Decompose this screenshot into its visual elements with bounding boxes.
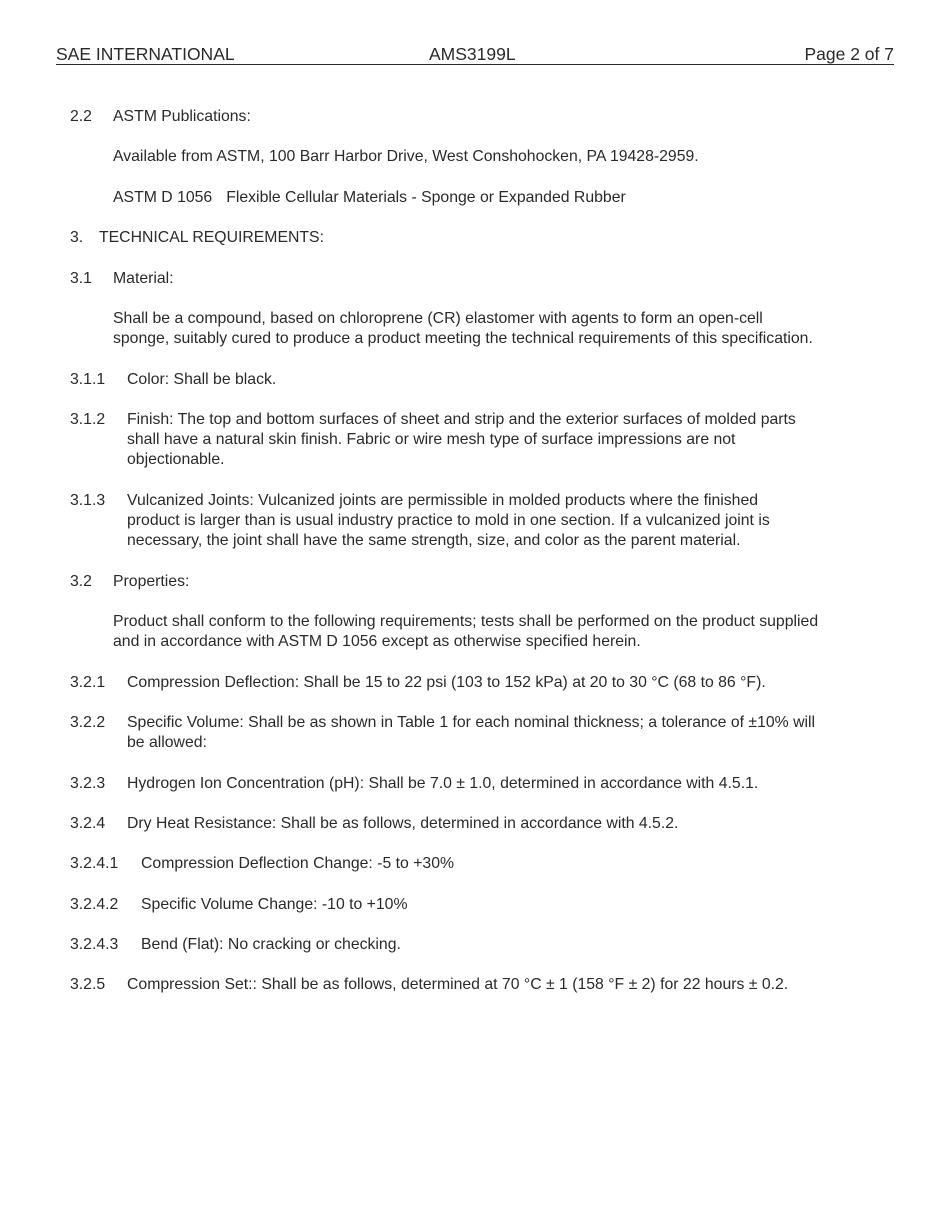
section-number: 3.1.1 — [70, 370, 106, 388]
reference-code: ASTM D 1056 — [113, 188, 213, 206]
header-doc-id: AMS3199L — [429, 44, 516, 64]
section-number: 2.2 — [70, 108, 92, 125]
section-3-1-body — [70, 309, 880, 349]
section-title: Properties: — [113, 572, 190, 590]
paragraph-text: Bend (Flat): No cracking or checking. — [141, 936, 401, 954]
paragraph-text: Dry Heat Resistance: Shall be as follows, determined in accordance with 4.5.2. — [127, 814, 679, 832]
section-title: Material: — [113, 269, 174, 287]
paragraph-text: Specific Volume Change: -10 to +10% — [141, 895, 408, 913]
paragraph-line: product is larger than is usual industry practice to mold in one section. If a vulcanized joint is — [127, 511, 770, 529]
paragraph-line: objectionable. — [127, 451, 225, 469]
section-number: 3.2.3 — [70, 774, 106, 792]
paragraph-line: Product shall conform to the following requirements; tests shall be performed on the product supplied — [113, 612, 819, 630]
paragraph-line: sponge, suitably cured to produce a product meeting the technical requirements of this specification. — [113, 330, 813, 348]
paragraph-line: Finish: The top and bottom surfaces of sheet and strip and the exterior surfaces of molded parts — [127, 410, 796, 428]
paragraph-line: Vulcanized Joints: Vulcanized joints are permissible in molded products where the finished — [127, 491, 759, 509]
section-3-1-3 — [70, 491, 880, 552]
section-3-2-1 — [70, 673, 880, 693]
paragraph-text: Color: Shall be black. — [127, 370, 277, 388]
section-3-1-1 — [70, 370, 880, 390]
section-3-1-heading — [70, 269, 880, 289]
paragraph-line: be allowed: — [127, 734, 207, 752]
paragraph-text: Compression Set:: Shall be as follows, determined at 70 °C ± 1 (158 °F ± 2) for 22 hours ± 0.2. — [127, 976, 789, 994]
section-number: 3. — [70, 229, 84, 247]
section-number: 3.1 — [70, 269, 92, 287]
section-title: TECHNICAL REQUIREMENTS: — [99, 229, 324, 247]
section-title: ASTM Publications: — [113, 108, 251, 125]
section-3-2-4-2 — [70, 895, 880, 915]
section-number: 3.2.4 — [70, 814, 106, 832]
section-3-2-2 — [70, 713, 880, 753]
paragraph-text: Compression Deflection Change: -5 to +30% — [141, 855, 455, 873]
section-number: 3.2.4.2 — [70, 895, 119, 913]
paragraph-text: Hydrogen Ion Concentration (pH): Shall be 7.0 ± 1.0, determined in accordance with 4.5.1. — [127, 774, 759, 792]
section-3-2-4-1 — [70, 854, 880, 874]
document-body — [70, 107, 880, 1016]
section-number: 3.2.4.3 — [70, 936, 119, 954]
section-3-2-4-3 — [70, 935, 880, 955]
section-3-2-5 — [70, 975, 880, 995]
astm-availability — [70, 147, 880, 167]
paragraph-line: Specific Volume: Shall be as shown in Table 1 for each nominal thickness; a tolerance of ±10% will — [127, 713, 816, 731]
section-number: 3.2.4.1 — [70, 855, 119, 873]
paragraph-line: necessary, the joint shall have the same strength, size, and color as the parent material. — [127, 532, 741, 550]
reference-title: Flexible Cellular Materials - Sponge or Expanded Rubber — [226, 188, 626, 206]
astm-reference — [70, 188, 880, 208]
header-org: SAE INTERNATIONAL — [56, 44, 235, 64]
page-header — [56, 44, 894, 65]
section-3-2-3 — [70, 774, 880, 794]
header-page-number: Page 2 of 7 — [804, 44, 894, 64]
section-number: 3.1.2 — [70, 410, 106, 428]
section-number: 3.2.5 — [70, 976, 106, 994]
section-2-2-heading — [70, 107, 880, 127]
paragraph-line: shall have a natural skin finish. Fabric or wire mesh type of surface impressions are not — [127, 431, 736, 449]
section-number: 3.1.3 — [70, 491, 106, 509]
section-3-1-2 — [70, 410, 880, 471]
section-3-heading — [70, 228, 880, 248]
paragraph-text: Compression Deflection: Shall be 15 to 22 psi (103 to 152 kPa) at 20 to 30 °C (68 to 86 °F). — [127, 673, 766, 691]
section-3-2-4 — [70, 814, 880, 834]
paragraph-line: and in accordance with ASTM D 1056 except as otherwise specified herein. — [113, 633, 641, 651]
section-number: 3.2.1 — [70, 673, 106, 691]
section-number: 3.2 — [70, 572, 92, 590]
section-3-2-heading — [70, 572, 880, 592]
section-3-2-body — [70, 612, 880, 652]
paragraph-text: Available from ASTM, 100 Barr Harbor Drive, West Conshohocken, PA 19428-2959. — [113, 148, 699, 166]
section-number: 3.2.2 — [70, 713, 106, 731]
paragraph-line: Shall be a compound, based on chloroprene (CR) elastomer with agents to form an open-cell — [113, 309, 763, 327]
